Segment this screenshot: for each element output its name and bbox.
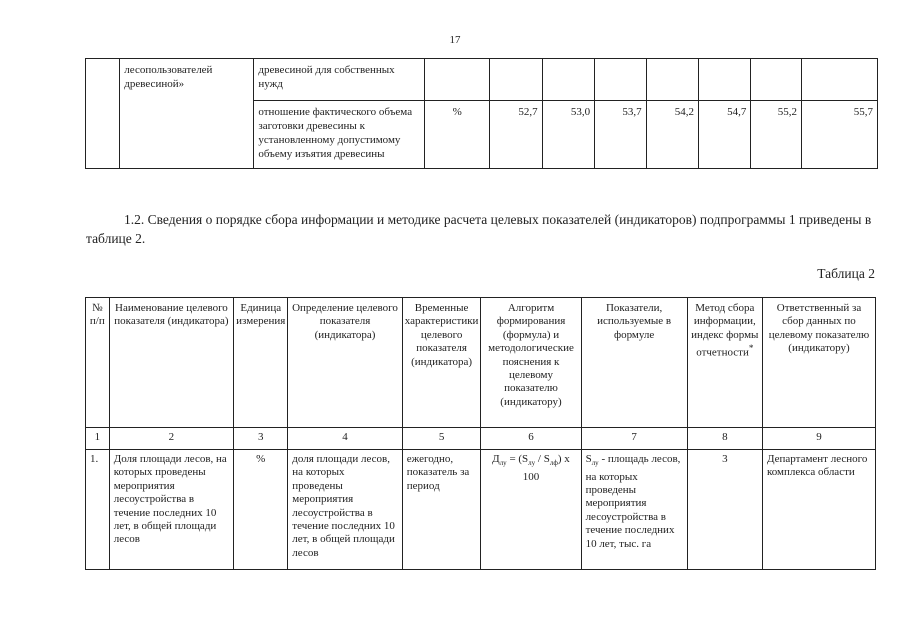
indicator-unit: %	[234, 450, 288, 570]
page-number: 17	[449, 34, 461, 46]
header-method	[687, 298, 762, 428]
indicator-timing: ежегодно, показатель за период	[402, 450, 481, 570]
main-table	[85, 297, 876, 570]
top-table-cell	[425, 59, 490, 101]
top-table-cell	[86, 59, 120, 169]
indicator-name: Доля площади лесов, на которых проведены мероприятия лесоустройства в течение последних 10 лет, в общей площади лесов	[109, 450, 233, 570]
indicator-formula: $Д_{лу} = (S_{лу} / S_{лф})$ x 100	[481, 450, 581, 570]
column-number: 9	[762, 428, 875, 450]
column-number: 3	[234, 428, 288, 450]
column-number: 8	[687, 428, 762, 450]
header-timing: Временные характеристики целевого показателя (индикатора)	[402, 298, 481, 428]
top-table-value: 55,2	[751, 101, 802, 169]
top-table-indicator-name: древесиной для собственных нужд	[254, 59, 425, 101]
top-table-value: 55,7	[802, 101, 878, 169]
column-number: 4	[288, 428, 402, 450]
table-label: Таблица 2	[817, 266, 875, 281]
footnote-mark: *	[748, 343, 754, 354]
indicators-used: $S_{лу}$ - площадь лесов, на которых проведены мероприятия лесоустройства в течение последних 10 лет, тыс. га	[581, 450, 687, 570]
header-indicator-name: Наименование целевого показателя (индикатора)	[109, 298, 233, 428]
header-method-text: Метод сбора информации, индекс формы отчетности	[691, 302, 759, 359]
column-number: 5	[402, 428, 481, 450]
top-table-cell	[542, 59, 594, 101]
top-table-indicator-name: отношение фактического объема заготовки древесины к установленному допустимому объему изъятия древесины	[254, 101, 425, 169]
top-table-cell	[751, 59, 802, 101]
main-table-index-row	[86, 428, 876, 450]
column-number: 6	[481, 428, 581, 450]
main-table-row	[86, 450, 876, 570]
main-table-header-row	[86, 298, 876, 428]
header-definition: Определение целевого показателя (индикатора)	[288, 298, 402, 428]
responsible-party: Департамент лесного комплекса области	[762, 450, 875, 570]
column-number: 1	[86, 428, 110, 450]
paragraph: 1.2. Сведения о порядке сбора информации и методике расчета целевых показателей (индикаторов) подпрограммы 1 приведены в таблице 2.	[86, 212, 872, 246]
header-formula: Алгоритм формирования (формула) и методологические пояснения к целевому показателю (индикатору)	[481, 298, 581, 428]
top-table-cell	[490, 59, 542, 101]
collection-method: 3	[687, 450, 762, 570]
column-number: 2	[109, 428, 233, 450]
column-number: 7	[581, 428, 687, 450]
top-table-row	[86, 59, 878, 101]
row-number: 1.	[86, 450, 110, 570]
header-responsible: Ответственный за сбор данных по целевому показателю (индикатору)	[762, 298, 875, 428]
top-table-value: 52,7	[490, 101, 542, 169]
top-table-value: 53,0	[542, 101, 594, 169]
top-table-cell	[595, 59, 647, 101]
top-table-cell	[802, 59, 878, 101]
top-table-value: 54,7	[698, 101, 750, 169]
indicator-definition: доля площади лесов, на которых проведены мероприятия лесоустройства в течение последних 10 лет, в общей площади лесов	[288, 450, 402, 570]
header-number: № п/п	[86, 298, 110, 428]
top-table-value: 54,2	[646, 101, 698, 169]
top-table-cell	[698, 59, 750, 101]
header-unit: Единица измерения	[234, 298, 288, 428]
top-table	[85, 58, 878, 169]
top-table-value: 53,7	[595, 101, 647, 169]
top-table-cell	[646, 59, 698, 101]
header-indicators-used: Показатели, используемые в формуле	[581, 298, 687, 428]
top-table-program-name: лесопользователей древесиной»	[120, 59, 254, 169]
top-table-unit: %	[425, 101, 490, 169]
